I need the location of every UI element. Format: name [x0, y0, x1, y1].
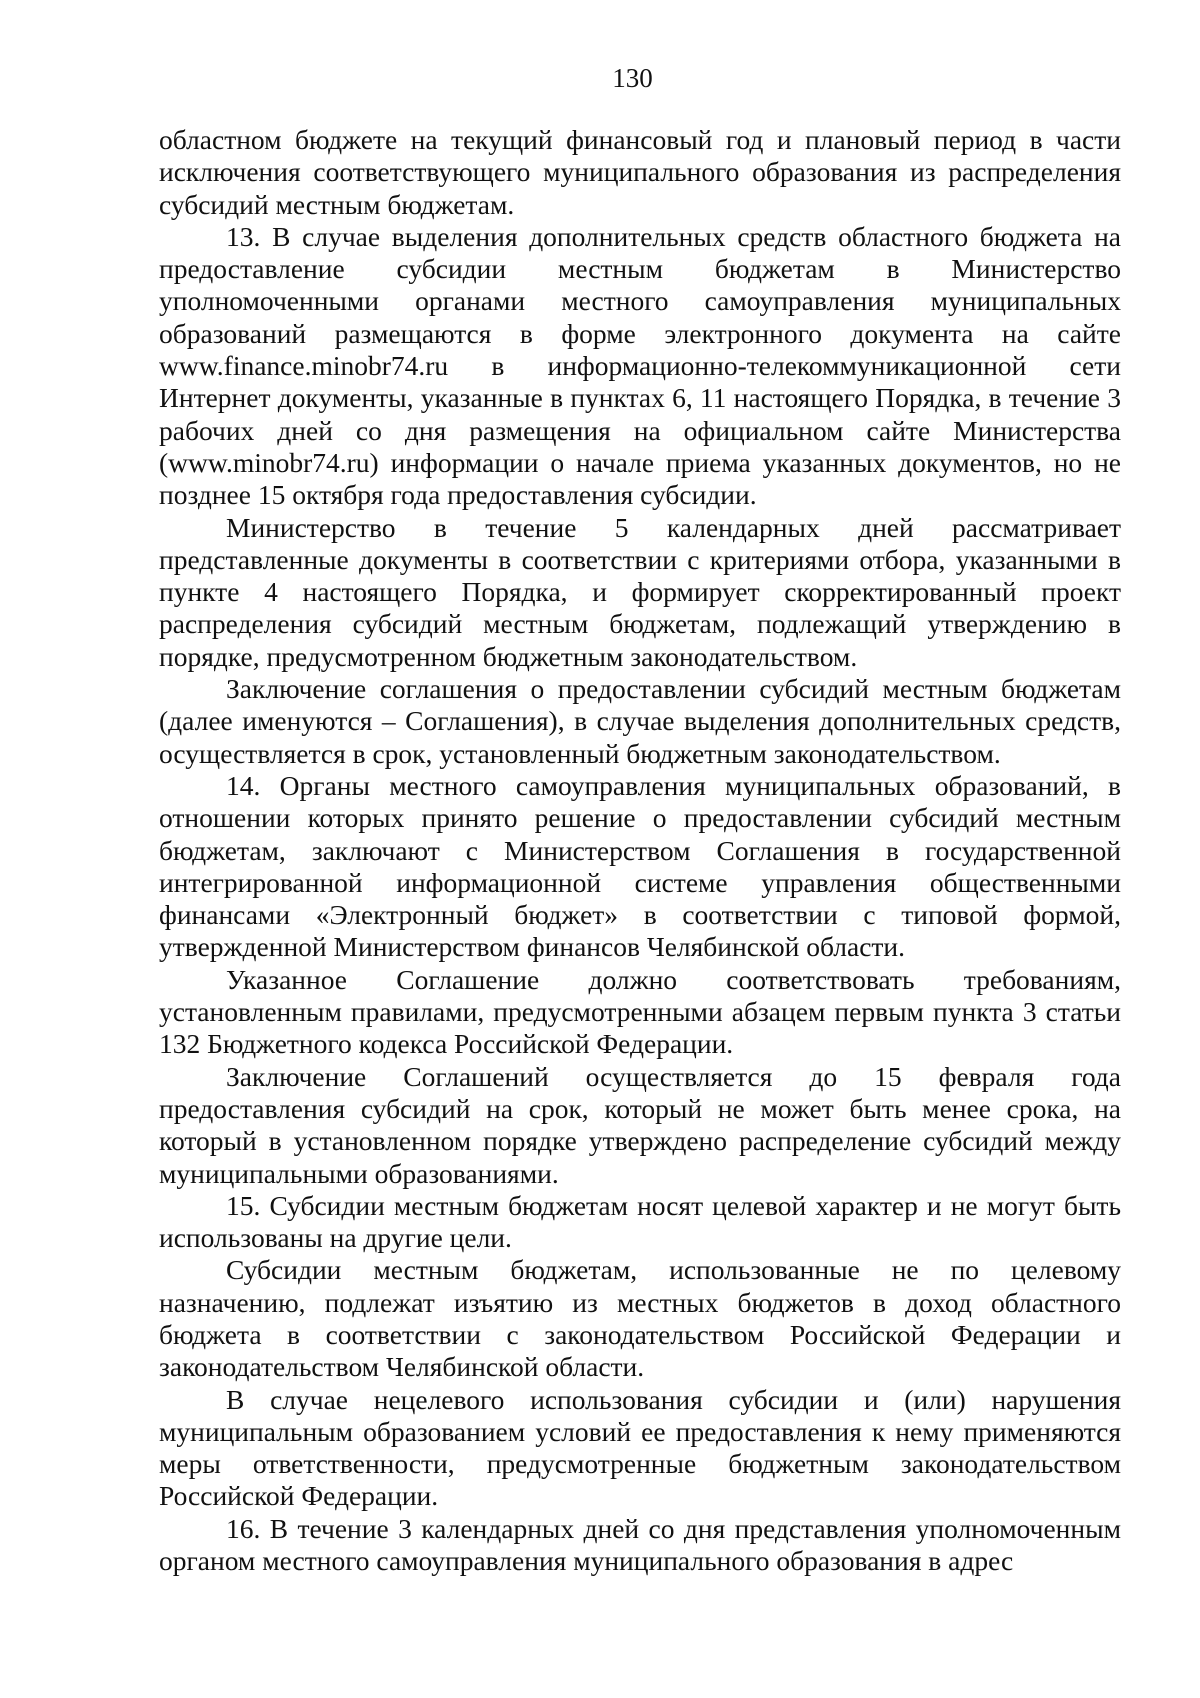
paragraph-liability: В случае нецелевого использования субсидии и (или) нарушения муниципальным образованием условий ее предоставления к нему применяются меры ответственности, предусмотренные бюджетным законодательством Российской Федерации. [159, 1383, 1121, 1512]
paragraph-agreement-requirements: Указанное Соглашение должно соответствовать требованиям, установленным правилами, предусмотренными абзацем первым пункта 3 статьи 132 Бюджетного кодекса Российской Федерации. [159, 963, 1121, 1060]
paragraph-item-16: 16. В течение 3 календарных дней со дня представления уполномоченным органом местного самоуправления муниципального образования в адрес [159, 1512, 1121, 1577]
paragraph-item-13: 13. В случае выделения дополнительных средств областного бюджета на предоставление субсидии местным бюджетам в Министерство уполномоченными органами местного самоуправления муниципальных образований размещаются в форме электронного документа на сайте www.finance.minobr74.ru в информационно-телекоммуникационной сети Интернет документы, указанные в пунктах 6, 11 настоящего Порядка, в течение 3 рабочих дней со дня размещения на официальном сайте Министерства (www.minobr74.ru) информации о начале приема указанных документов, но не позднее 15 октября года предоставления субсидии. [159, 220, 1121, 511]
paragraph-item-14: 14. Органы местного самоуправления муниципальных образований, в отношении которых принято решение о предоставлении субсидий местным бюджетам, заключают с Министерством Соглашения в государственной интегрированной информационной системе управления общественными финансами «Электронный бюджет» в соответствии с типовой формой, утвержденной Министерством финансов Челябинской области. [159, 769, 1121, 963]
paragraph-item-15: 15. Субсидии местным бюджетам носят целевой характер и не могут быть использованы на другие цели. [159, 1189, 1121, 1254]
paragraph-agreement-conclusion: Заключение соглашения о предоставлении субсидий местным бюджетам (далее именуются – Соглашения), в случае выделения дополнительных средств, осуществляется в срок, установленный бюджетным законодательством. [159, 673, 1121, 769]
paragraph-agreement-deadline: Заключение Соглашений осуществляется до 15 февраля года предоставления субсидий на срок, который не может быть менее срока, на который в установленном порядке утверждено распределение субсидий между муниципальными образованиями. [159, 1060, 1121, 1189]
page-number: 130 [612, 63, 653, 93]
paragraph-ministry-review: Министерство в течение 5 календарных дней рассматривает представленные документы в соответствии с критериями отбора, указанными в пункте 4 настоящего Порядка, и формирует скорректированный проект распределения субсидий местным бюджетам, подлежащий утверждению в порядке, предусмотренном бюджетным законодательством. [159, 511, 1121, 672]
document-body [159, 124, 1121, 1577]
paragraph-misuse-withdrawal: Субсидии местным бюджетам, использованные не по целевому назначению, подлежат изъятию из местных бюджетов в доход областного бюджета в соответствии с законодательством Российской Федерации и законодательством Челябинской области. [159, 1254, 1121, 1383]
paragraph-continuation: областном бюджете на текущий финансовый год и плановый период в части исключения соответствующего муниципального образования из распределения субсидий местным бюджетам. [159, 124, 1121, 220]
